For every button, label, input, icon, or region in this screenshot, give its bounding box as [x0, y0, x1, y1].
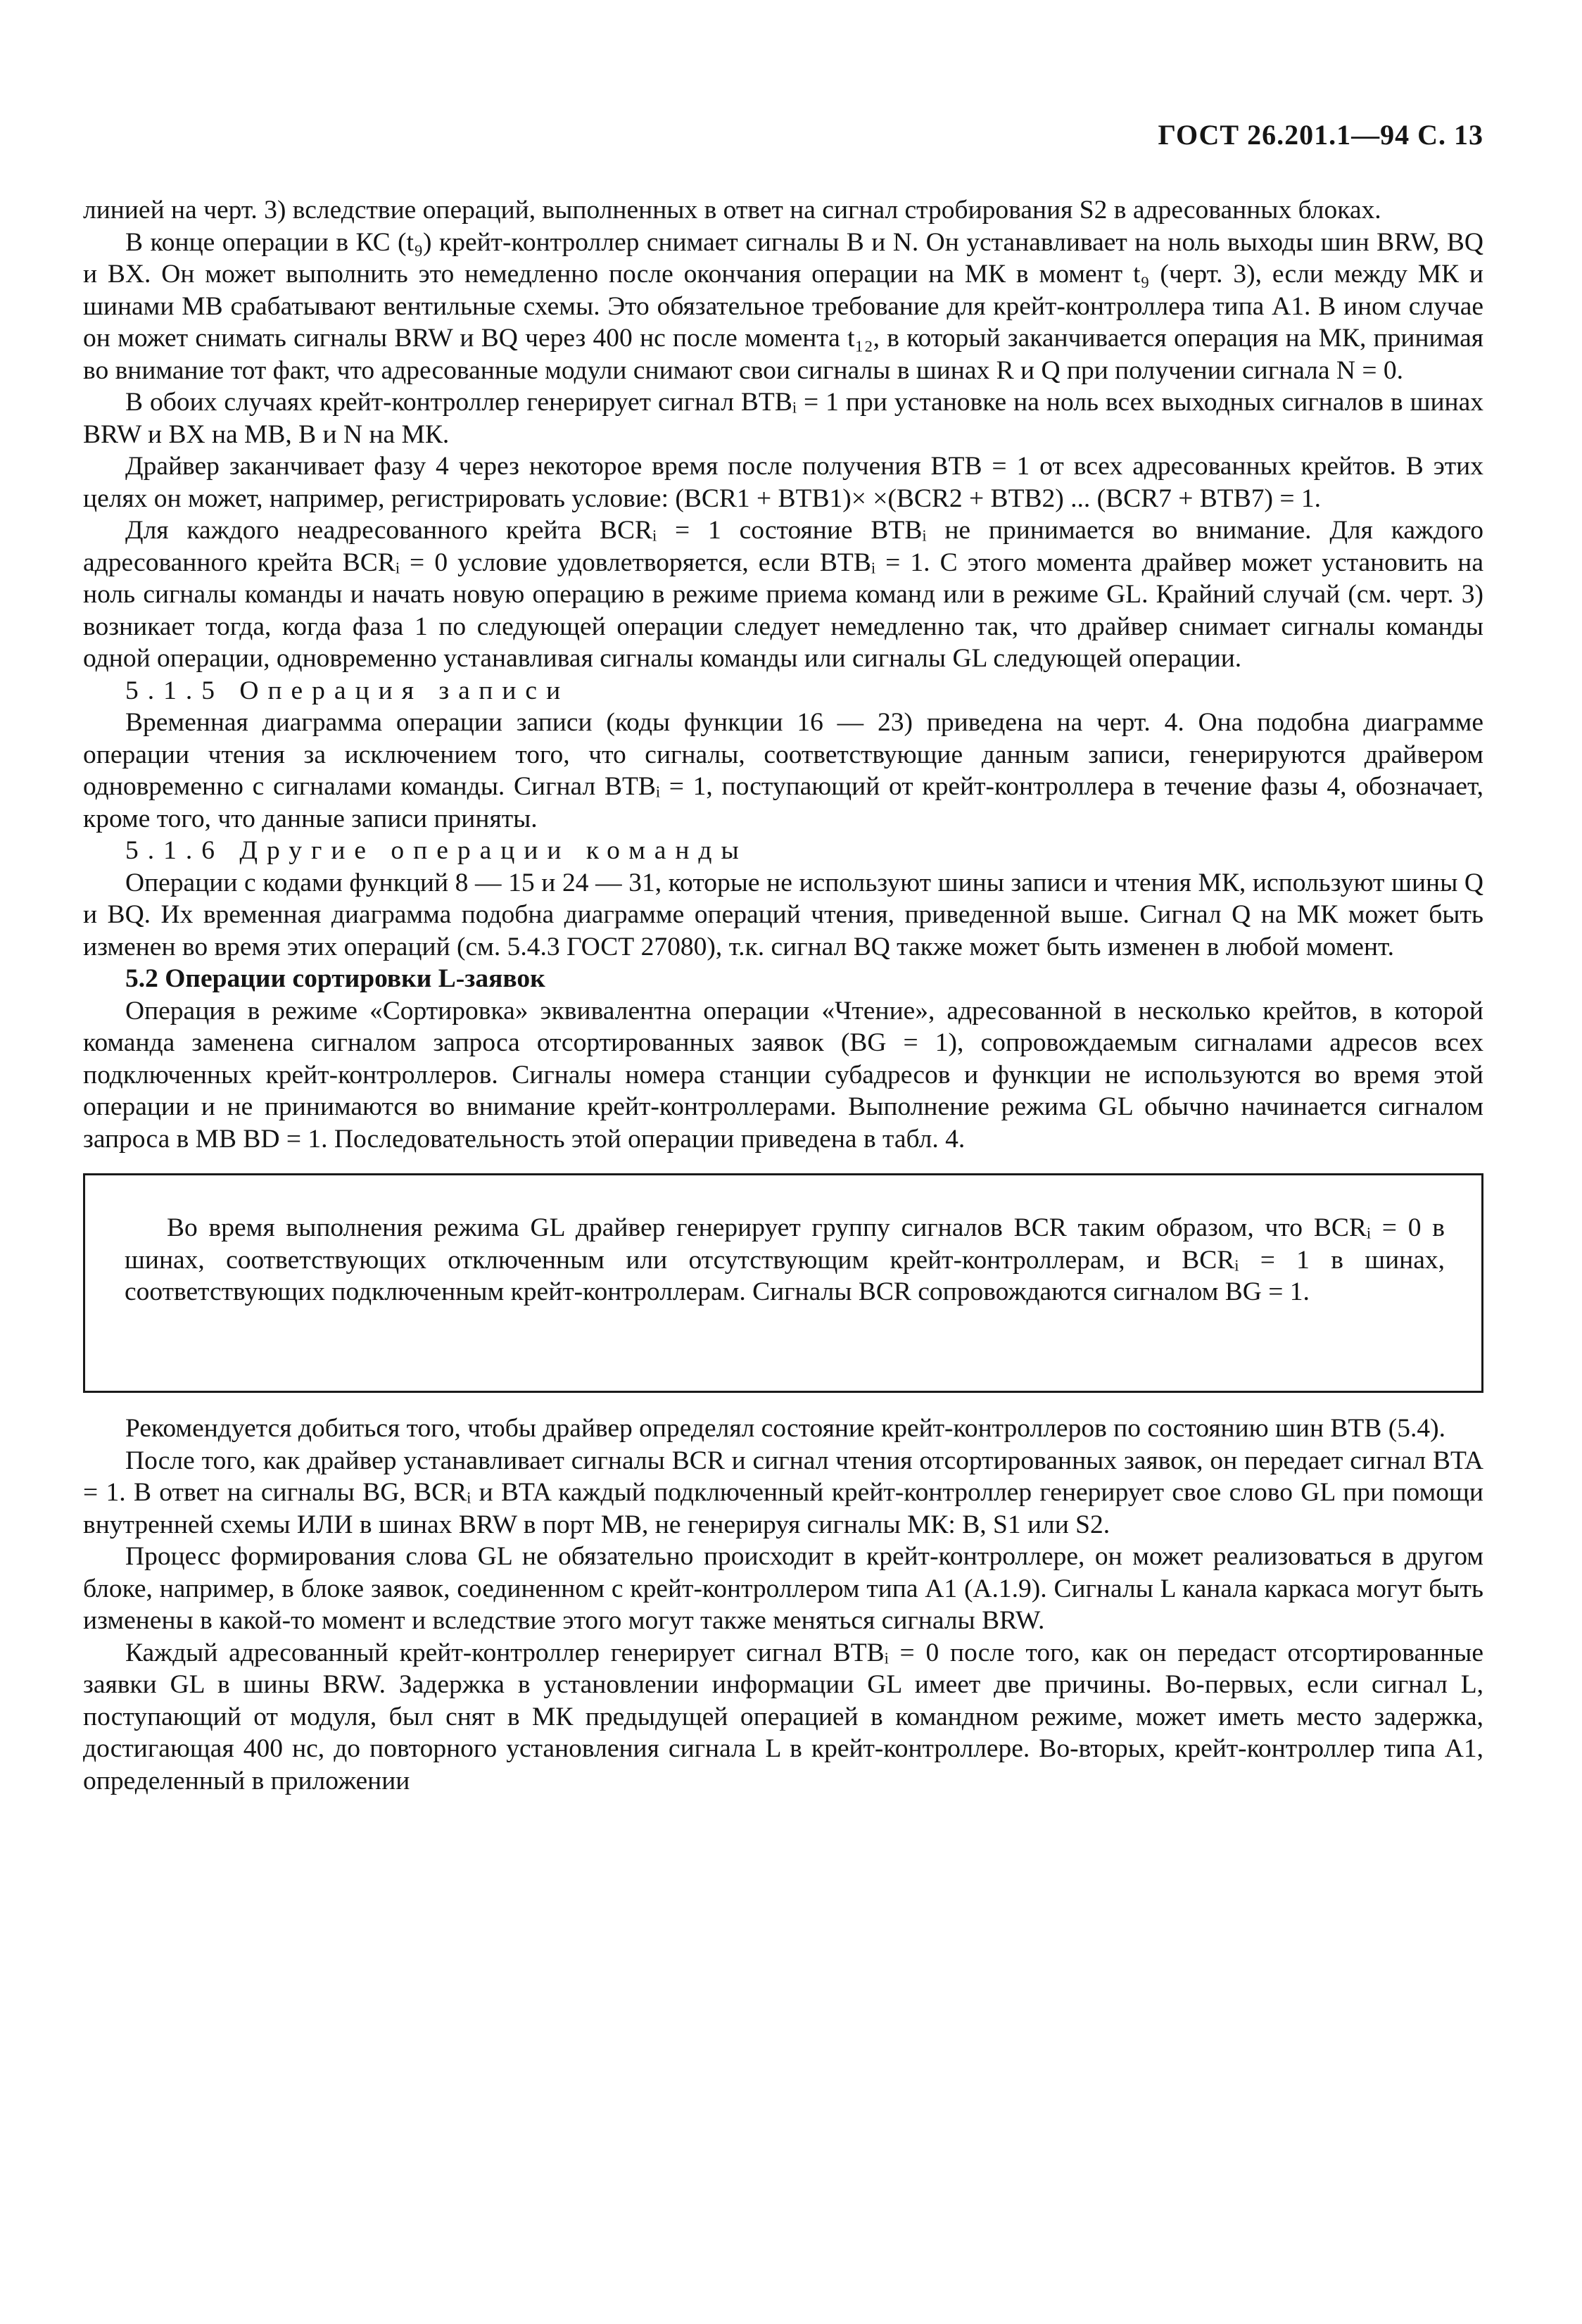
- paragraph-1: линией на черт. 3) вследствие операций, выполненных в ответ на сигнал стробирования S2 в адресованных блоках.: [83, 196, 1381, 225]
- section-heading-5-1-5: 5.1.5 Операция записи: [125, 676, 570, 705]
- section-heading-5-1-6: 5.1.6 Другие операции команды: [125, 836, 748, 865]
- paragraph-12: Каждый адресованный крейт-контроллер генерирует сигнал BTBᵢ = 0 после того, как он передаст отсортированные заявки GL в шины BRW. Задержка в установлении информации GL имеет две причины. Во-первых, если сигнал L, поступающий от модуля, был снят в МК предыдущей операцией в командном режиме, может иметь место задержка, достигающая 400 нс, до повторного установления сигнала L в крейт-контроллере. Во-вторых, крейт-контроллер типа А1, определенный в приложении: [83, 1638, 1483, 1795]
- paragraph-5: Для каждого неадресованного крейта BCRᵢ = 1 состояние BTBᵢ не принимается во внимание. Для каждого адресованного крейта BCRᵢ = 0 условие удовлетворяется, если BTBᵢ = 1. С этого момента драйвер может установить на ноль сигналы команды и начать новую операцию в режиме приема команд или в режиме GL. Крайний случай (см. черт. 3) возникает тогда, когда фаза 1 по следующей операции следует немедленно так, что драйвер снимает сигналы команды одной операции, одновременно устанавливая сигналы команды или сигналы GL следующей операции.: [83, 516, 1483, 673]
- paragraph-4: Драйвер заканчивает фазу 4 через некоторое время после получения BTB = 1 от всех адресованных крейтов. В этих целях он может, например, регистрировать условие: (BCR1 + BTB1)× ×(BCR2 + BTB2) ... (BCR7 + BTB7) = 1.: [83, 452, 1483, 513]
- paragraph-6: Временная диаграмма операции записи (коды функции 16 — 23) приведена на черт. 4. Она подобна диаграмме операции чтения за исключением того, что сигналы, соответствующие данным записи, генерируются драйвером одновременно с сигналами команды. Сигнал BTBᵢ = 1, поступающий от крейт-контроллера в течение фазы 4, обозначает, кроме того, что данные записи приняты.: [83, 708, 1483, 833]
- paragraph-8: Операция в режиме «Сортировка» эквивалентна операции «Чтение», адресованной в несколько крейтов, в которой команда заменена сигналом запроса отсортированных заявок (BG = 1), сопровождаемым сигналами адресов всех подключенных крейт-контроллеров. Сигналы номера станции субадресов и функции не используются во время этой операции и не принимаются во внимание крейт-контроллерами. Выполнение режима GL обычно начинается сигналом запроса в МВ BD = 1. Последовательность этой операции приведена в табл. 4.: [83, 996, 1483, 1154]
- document-body: [83, 194, 1483, 1797]
- page-header: ГОСТ 26.201.1—94 С. 13: [1158, 119, 1483, 151]
- paragraph-2: В конце операции в КС (t₉) крейт-контроллер снимает сигналы B и N. Он устанавливает на ноль выходы шин BRW, BQ и BX. Он может выполнить это немедленно после окончания операции на МК в момент t₉ (черт. 3), если между МК и шинами МВ срабатывают вентильные схемы. Это обязательное требование для крейт-контроллера типа А1. В ином случае он может снимать сигналы BRW и BQ через 400 нс после момента t₁₂, в который заканчивается операция на МК, принимая во внимание тот факт, что адресованные модули снимают свои сигналы в шинах R и Q при получении сигнала N = 0.: [83, 227, 1483, 385]
- paragraph-11: Процесс формирования слова GL не обязательно происходит в крейт-контроллере, он может реализоваться в другом блоке, например, в блоке заявок, соединенном с крейт-контроллером типа А1 (А.1.9). Сигналы L канала каркаса могут быть изменены в какой-то момент и вследствие этого могут также меняться сигналы BRW.: [83, 1542, 1483, 1635]
- paragraph-10: После того, как драйвер устанавливает сигналы BCR и сигнал чтения отсортированных заявок, он передает сигнал BTA = 1. В ответ на сигналы BG, BCRᵢ и BTA каждый подключенный крейт-контроллер генерирует свое слово GL при помощи внутренней схемы ИЛИ в шинах BRW в порт МВ, не генерируя сигналы МК: B, S1 или S2.: [83, 1446, 1483, 1539]
- paragraph-7: Операции с кодами функций 8 — 15 и 24 — 31, которые не используют шины записи и чтения МК, используют шины Q и BQ. Их временная диаграмма подобна диаграмме операций чтения, приведенной выше. Сигнал Q на МК может быть изменен во время этих операций (см. 5.4.3 ГОСТ 27080), т.к. сигнал BQ также может быть изменен в любой момент.: [83, 868, 1483, 961]
- boxed-note-text: Во время выполнения режима GL драйвер генерирует группу сигналов BCR таким образом, что BCRᵢ = 0 в шинах, соответствующих отключенным или отсутствующим крейт-контроллерам, и BCRᵢ = 1 в шинах, соответствующих подключенным крейт-контроллерам. Сигналы BCR сопровождаются сигналом BG = 1.: [125, 1213, 1445, 1306]
- paragraph-3: В обоих случаях крейт-контроллер генерирует сигнал BTBᵢ = 1 при установке на ноль всех выходных сигналов в шинах BRW и BX на МВ, B и N на МК.: [83, 388, 1483, 449]
- paragraph-9: Рекомендуется добиться того, чтобы драйвер определял состояние крейт-контроллеров по состоянию шин BTB (5.4).: [125, 1414, 1445, 1443]
- section-heading-5-2: 5.2 Операции сортировки L-заявок: [125, 964, 545, 993]
- boxed-note: [83, 1173, 1483, 1393]
